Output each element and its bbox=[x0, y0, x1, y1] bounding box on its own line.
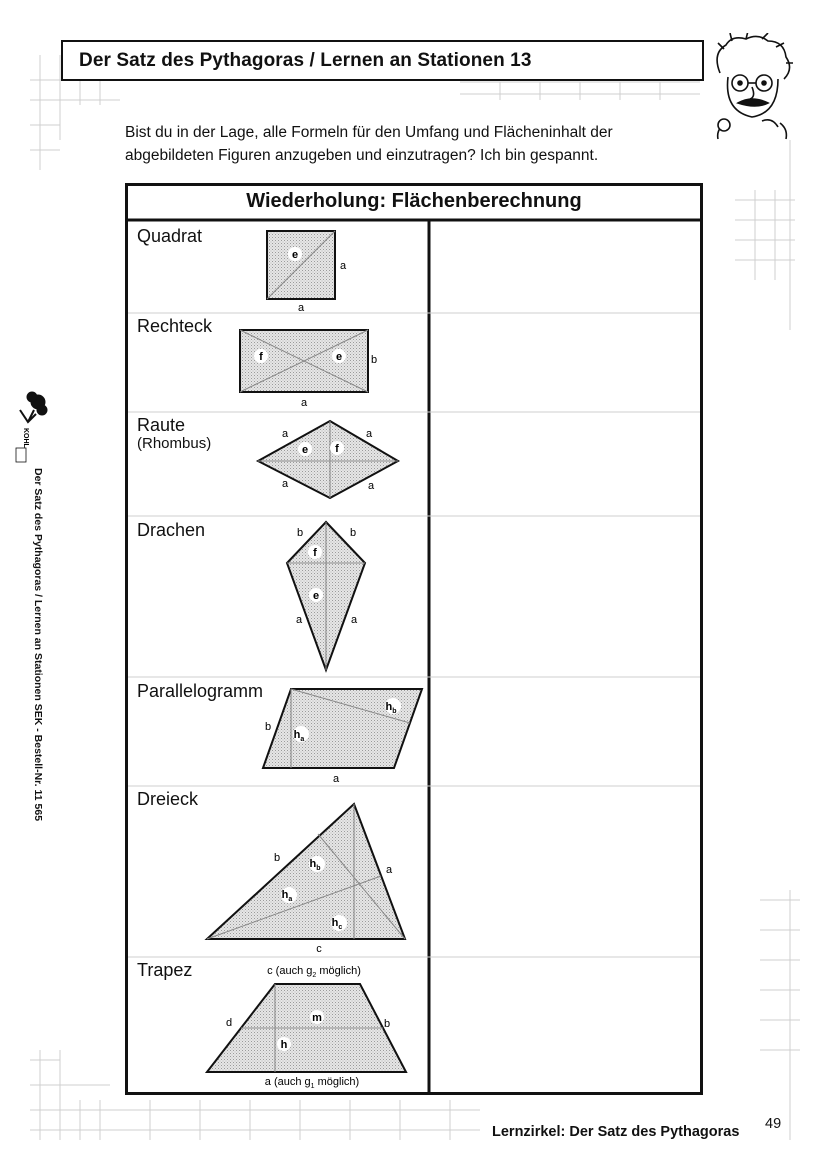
trapezoid-midline-label: m bbox=[312, 1012, 322, 1024]
triangle-height-b-label: $h_b$ bbox=[309, 858, 321, 872]
row-sublabel-rhombus: (Rhombus) bbox=[137, 435, 212, 452]
mascot-avatar bbox=[706, 33, 794, 141]
rectangle-diagonal-e-label: e bbox=[335, 351, 343, 363]
kite-figure bbox=[287, 522, 365, 670]
triangle-side-b-label: b bbox=[273, 852, 281, 864]
rhombus-figure bbox=[258, 421, 398, 498]
rectangle-side-b-label: b bbox=[371, 354, 378, 366]
answer-field-trapez[interactable] bbox=[430, 959, 698, 1091]
row-label-drachen: Drachen bbox=[137, 520, 206, 540]
publisher-logo bbox=[14, 388, 50, 464]
square-figure bbox=[267, 231, 347, 314]
rhombus-diagonal-e-label: e bbox=[301, 444, 309, 456]
intro-text bbox=[125, 121, 685, 167]
trapezoid-height-label: h bbox=[280, 1039, 288, 1051]
parallelogram-side-a-label: a bbox=[332, 773, 340, 785]
answer-field-quadrat[interactable] bbox=[430, 223, 698, 311]
rhombus-side-label: a bbox=[365, 428, 373, 440]
square-bottom-label: a bbox=[297, 302, 305, 314]
rhombus-side-label: a bbox=[367, 480, 375, 492]
row-label-rechteck: Rechteck bbox=[137, 316, 213, 336]
answer-field-dreieck[interactable] bbox=[430, 788, 698, 955]
row-label-raute: Raute bbox=[137, 415, 186, 435]
publisher-name: KOHL bbox=[22, 428, 29, 448]
rectangle-diagonal-f-label: f bbox=[259, 351, 263, 363]
kite-side-b-label: b bbox=[296, 527, 304, 539]
parallelogram-side-b-label: b bbox=[264, 721, 272, 733]
intro-line-2: abgebildeten Figuren anzugeben und einzutragen? Ich bin gespannt. bbox=[125, 147, 599, 164]
footer-title: Lernzirkel: Der Satz des Pythagoras bbox=[492, 1124, 740, 1140]
square-side-label: a bbox=[340, 260, 347, 272]
rhombus-diagonal-f-label: f bbox=[335, 443, 339, 455]
parallelogram-height-a-label: $h_a$ bbox=[293, 729, 305, 743]
trapezoid-bottom-label: a (auch $g_1$ möglich) bbox=[264, 1076, 360, 1090]
rectangle-side-a-label: a bbox=[300, 397, 308, 409]
triangle-side-a-label: a bbox=[385, 864, 393, 876]
kite-side-a-label: a bbox=[350, 614, 358, 626]
trapezoid-top-label: c (auch $g_2$ möglich) bbox=[267, 965, 361, 979]
area-table bbox=[125, 183, 703, 1095]
row-label-trapez: Trapez bbox=[137, 960, 193, 980]
parallelogram-figure bbox=[263, 689, 422, 785]
side-order-info: Der Satz des Pythagoras / Lernen an Stationen SEK - Bestell-Nr. 11 565 bbox=[32, 468, 44, 822]
answer-field-parallelogramm[interactable] bbox=[430, 679, 698, 784]
triangle-height-a-label: $h_a$ bbox=[281, 889, 293, 903]
rectangle-figure bbox=[240, 330, 377, 409]
kite-diagonal-f-label: f bbox=[313, 547, 317, 559]
answer-field-drachen[interactable] bbox=[430, 518, 698, 675]
rhombus-side-label: a bbox=[281, 428, 289, 440]
kite-side-b-label: b bbox=[349, 527, 357, 539]
page-title: Der Satz des Pythagoras / Lernen an Stationen 13 bbox=[79, 49, 532, 71]
parallelogram-height-b-label: $h_b$ bbox=[385, 701, 397, 715]
row-label-quadrat: Quadrat bbox=[137, 226, 203, 246]
intro-line-1: Bist du in der Lage, alle Formeln für den Umfang und Flächeninhalt der bbox=[125, 124, 613, 141]
square-diagonal-label: e bbox=[291, 249, 299, 261]
kite-diagonal-e-label: e bbox=[312, 590, 320, 602]
page-title-box bbox=[61, 40, 704, 81]
trapezoid-side-d-label: d bbox=[225, 1017, 233, 1029]
rhombus-side-label: a bbox=[281, 478, 289, 490]
table-title: Wiederholung: Flächenberechnung bbox=[246, 190, 582, 212]
answer-field-raute[interactable] bbox=[430, 414, 698, 514]
kite-side-a-label: a bbox=[295, 614, 303, 626]
trapezoid-figure bbox=[207, 965, 406, 1090]
triangle-side-c-label: c bbox=[316, 943, 322, 955]
row-label-parallelogramm: Parallelogramm bbox=[137, 681, 264, 701]
triangle-figure bbox=[207, 804, 405, 955]
page-number: 49 bbox=[765, 1116, 782, 1132]
triangle-height-c-label: $h_c$ bbox=[331, 917, 343, 931]
row-label-dreieck: Dreieck bbox=[137, 789, 199, 809]
answer-field-rechteck[interactable] bbox=[430, 315, 698, 410]
trapezoid-side-b-label: b bbox=[383, 1018, 391, 1030]
